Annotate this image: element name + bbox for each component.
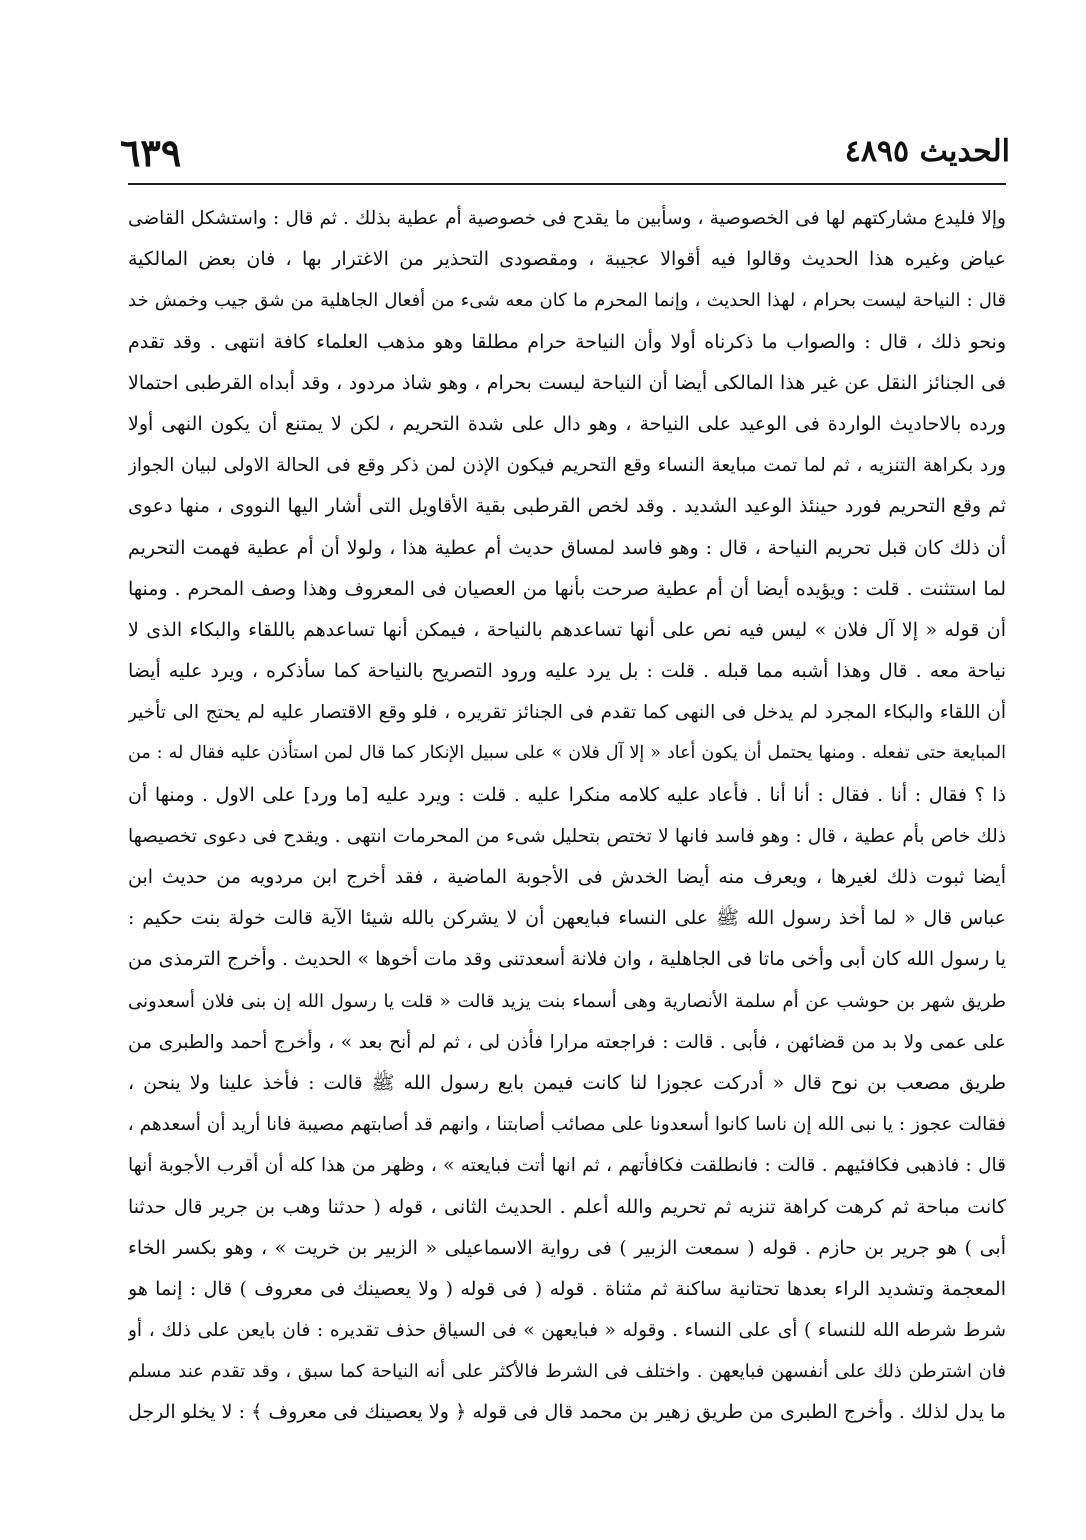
text-line: ذا ؟ فقال : أنا . فقال : أنا أنا . فأعاد عليه كلامه منكرا عليه . قلت : ويرد عليه [ما ورد] على الاول . ومنها أن: [128, 783, 1006, 806]
text-line: أبى ) هو جرير بن حازم . قوله ( سمعت الزبير ) فى رواية الاسماعيلى « الزبير بن خريت » ، وهو بكسر الخاء: [128, 1236, 1006, 1259]
text-line: أن ذلك كان قبل تحريم النياحة ، قال : وهو فاسد لمساق حديث أم عطية هذا ، ولولا أن أم عطية فهمت التحريم: [128, 536, 1006, 559]
text-line: المبايعة حتى تفعله . ومنها يحتمل أن يكون أعاد « إلا آل فلان » على سبيل الإنكار كما قال لمن استأذن عليه فقال له : من: [128, 743, 1006, 764]
text-line: وإلا فليدع مشاركتهم لها فى الخصوصية ، وسأبين ما يقدح فى خصوصية أم عطية بذلك . ثم قال : واستشكل القاضى: [128, 208, 1006, 229]
text-line: كانت مباحة ثم كرهت كراهة تنزيه ثم تحريم والله أعلم . الحديث الثانى ، قوله ( حدثنا وهب بن جرير قال حدثنا: [128, 1195, 1006, 1218]
running-title: الحديث ٤٨٩٥: [844, 134, 1010, 169]
header-rule: [128, 183, 1006, 185]
text-line: طريق شهر بن حوشب عن أم سلمة الأنصارية وهى أسماء بنت يزيد قالت « قلت يا رسول الله إن بنى فلان أسعدونى: [128, 990, 1006, 1012]
text-line: فى الجنائز النقل عن غير هذا المالكى أيضا أن النياحة ليست بحرام ، وهو شاذ مردود ، وقد أبداه القرطبى احتمالا: [128, 371, 1006, 394]
text-line: فقالت عجوز : يا نبى الله إن ناسا كانوا أسعدونا على مصائب أصابتنا ، وانهم قد أصابتهم مصيبة فانا أريد أن أسعدهم ،: [128, 1114, 1006, 1136]
text-line: أيضا ثبوت ذلك لغيرها ، ويعرف منه أيضا الخدش فى الأجوبة الماضية ، فقد أخرج ابن مردويه من حديث ابن: [128, 866, 1006, 888]
text-line: على عمى ولا بد من قضائهن ، فأبى . قالت : فراجعته مرارا فأذن لى ، ثم لم أنح بعد » ، وأخرج أحمد والطبرى من: [128, 1031, 1006, 1053]
text-line: ورد بكراهة التنزيه ، ثم لما تمت مبايعة النساء وقع التحريم فيكون الإذن لمن ذكر وقع فى الحالة الاولى لبيان الجواز: [128, 455, 1006, 477]
body-text: [128, 198, 1006, 1434]
page-number: ٦٣٩: [120, 130, 182, 175]
text-line: يا رسول الله كان أبى وأخى ماتا فى الجاهلية ، وان فلانة أسعدتنى وقد مات أخوها » الحديث . وأخرج الترمذى من: [128, 948, 1006, 971]
text-line: عباس قال « لما أخذ رسول الله ﷺ على النساء فبايعهن أن لا يشركن بالله شيئا الآية قالت خولة بنت حكيم :: [128, 907, 1006, 930]
text-line: المعجمة وتشديد الراء بعدها تحتانية ساكنة ثم مثناة . قوله ( فى قوله ( ولا يعصينك فى معروف ) قال : إنما هو: [128, 1277, 1006, 1300]
text-line: ونحو ذلك ، قال : والصواب ما ذكرناه أولا وأن النياحة حرام مطلقا وهو مذهب العلماء كافة انتهى . وقد تقدم: [128, 330, 1006, 353]
text-line: ذلك خاص بأم عطية ، قال : وهو فاسد فانها لا تختص بتحليل شىء من المحرمات انتهى . ويقدح فى دعوى تخصيصها: [128, 825, 1006, 847]
text-line: نياحة معه . قال وهذا أشبه مما قبله . قلت : بل يرد عليه ورود التصريح بالنياحة كما سأذكره ، ويرد عليه أيضا: [128, 660, 1006, 683]
text-line: أن اللقاء والبكاء المجرد لم يدخل فى النهى كما تقدم فى الجنائز تقريره ، فلو وقع الاقتصار عليه لم يحتج الى تأخير: [128, 702, 1006, 724]
text-line: أن قوله « إلا آل فلان » ليس فيه نص على أنها تساعدهم بالنياحة ، فيمكن أنها تساعدهم باللقاء والبكاء الذى لا: [128, 618, 1006, 641]
text-line: ثم وقع التحريم فورد حينئذ الوعيد الشديد . وقد لخص القرطبى بقية الأقاويل التى أشار اليها النووى ، منها دعوى: [128, 495, 1006, 518]
text-line: قال : النياحة ليست بحرام ، لهذا الحديث ، وإنما المحرم ما كان معه شىء من أفعال الجاهلية من شق جيب وخمش خد: [128, 290, 1006, 312]
text-line: طريق مصعب بن نوح قال « أدركت عجوزا لنا كانت فيمن بايع رسول الله ﷺ قالت : فأخذ علينا ولا ينحن ،: [128, 1071, 1006, 1094]
text-line: ما يدل لذلك . وأخرج الطبرى من طريق زهير بن محمد قال فى قوله ﴿ ولا يعصينك فى معروف ﴾ : لا يخلو الرجل: [128, 1401, 1006, 1424]
text-line: قال : فاذهبى فكافئيهم . قالت : فانطلقت فكافأتهم ، ثم انها أتت فبايعته » ، وظهر من هذا كله أن أقرب الأجوبة أنها: [128, 1155, 1006, 1177]
page-header: [120, 128, 1010, 180]
text-line: شرط شرطه الله للنساء ) أى على النساء . وقوله « فبايعهن » فى السياق حذف تقديره : فان بايعن على ذلك ، أو: [128, 1320, 1006, 1342]
text-line: فان اشترطن ذلك على أنفسهن فبايعهن . واختلف فى الشرط فالأكثر على أنه النياحة كما سبق ، وقد تقدم عند مسلم: [128, 1361, 1006, 1383]
text-line: عياض وغيره هذا الحديث وقالوا فيه أقوالا عجيبة ، ومقصودى التحذير من الاغترار بها ، فان بعض المالكية: [128, 248, 1006, 271]
text-line: لما استثنت . قلت : ويؤيده أيضا أن أم عطية صرحت بأنها من العصيان فى المعروف وهذا وصف المحرم . ومنها: [128, 577, 1006, 600]
text-line: ورده بالاحاديث الواردة فى الوعيد على النياحة ، وهو دال على شدة التحريم ، لكن لا يمتنع أن يكون النهى أولا: [128, 412, 1006, 435]
